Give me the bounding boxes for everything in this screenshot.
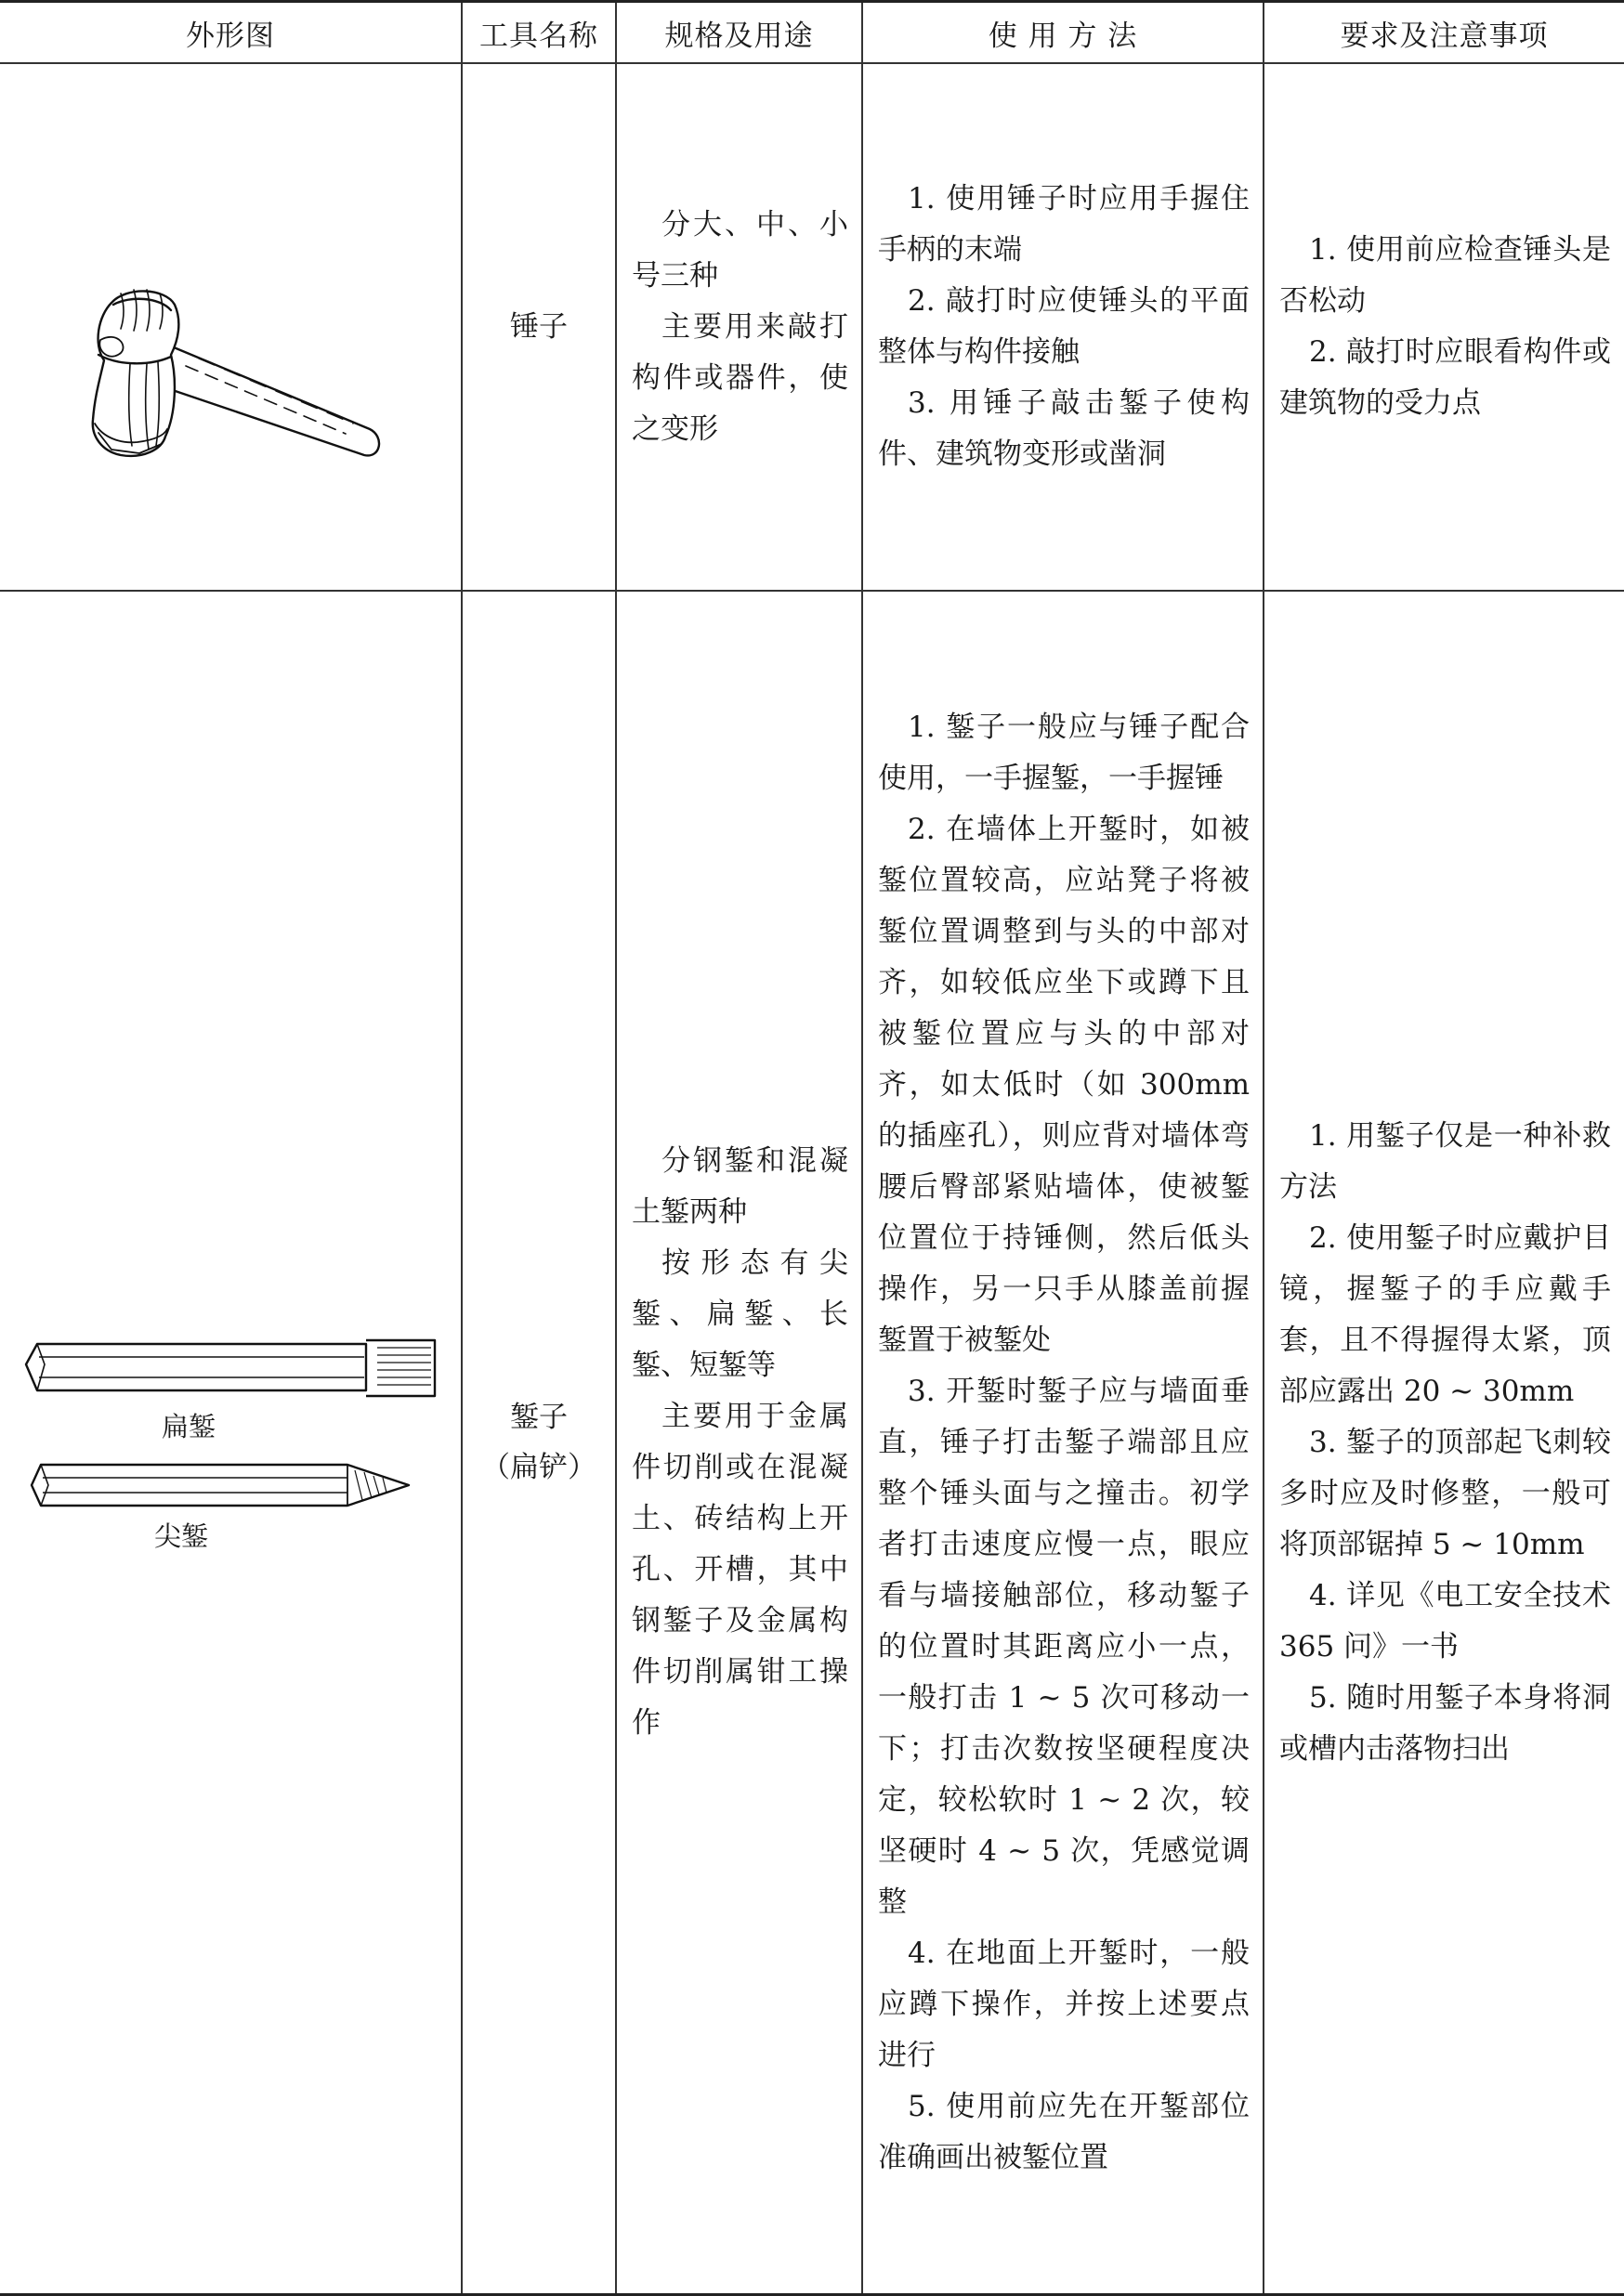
hammer-note-item: 1. 使用前应检查锤头是否松动: [1279, 233, 1611, 318]
hammer-usage: [862, 63, 1264, 591]
hammer-spec-line: 分大、中、小号三种: [632, 207, 848, 293]
header-usage: 使 用 方 法: [862, 2, 1264, 64]
chisel-usage: [862, 591, 1264, 2295]
chisel-spec-line: 按形态有尖錾、扁錾、长錾、短錾等: [632, 1246, 848, 1382]
hammer-spec: [616, 63, 862, 591]
hammer-usage-item: 3. 用锤子敲击錾子使构件、建筑物变形或凿洞: [878, 386, 1250, 471]
table-row-chisel: [0, 591, 1624, 2295]
header-figure: 外形图: [0, 2, 462, 64]
hammer-illustration: [74, 273, 390, 477]
header-notes: 要求及注意事项: [1264, 2, 1624, 64]
flat-chisel-illustration: [22, 1337, 440, 1402]
chisel-spec-line: 分钢錾和混凝土錾两种: [632, 1144, 848, 1229]
hammer-notes: [1264, 63, 1624, 591]
chisel-usage-item: 3. 开錾时錾子应与墙面垂直，锤子打击錾子端部且应整个锤头面与之撞击。初学者打击速度应慢一点，眼应看与墙接触部位，移动錾子的位置时其距离应小一点，一般打击 1 ~ 5 次可移动一下；打击次数按坚硬程度决定，较松软时 1 ~ 2 次，较坚硬时 4 ~ 5 次，凭感觉调整: [878, 1374, 1250, 1919]
hammer-spec-line: 主要用来敲打构件或器件，使之变形: [632, 309, 848, 446]
chisel-usage-item: 5. 使用前应先在开錾部位准确画出被錾位置: [878, 2089, 1250, 2174]
chisel-name-alias: （扁铲）: [481, 1451, 596, 1484]
chisel-figure-cell: [0, 591, 462, 2295]
chisel-usage-item: 2. 在墙体上开錾时，如被錾位置较高，应站凳子将被錾位置调整到与头的中部对齐，如较低应坐下或蹲下且被錾位置应与头的中部对齐，如太低时（如 300mm 的插座孔），则应背对墙体弯腰后臀部紧贴墙体，使被錾位置位于持锤侧，然后低头操作，另一只手从膝盖前握錾置于被錾处: [878, 812, 1250, 1357]
chisel-note-item: 1. 用錾子仅是一种补救方法: [1279, 1118, 1611, 1204]
table-row-hammer: [0, 63, 1624, 591]
chisel-note-item: 4. 详见《电工安全技术 365 问》一书: [1279, 1578, 1611, 1663]
chisel-note-item: 3. 錾子的顶部起飞刺较多时应及时修整，一般可将顶部锯掉 5 ~ 10mm: [1279, 1425, 1611, 1561]
chisel-spec-line: 主要用于金属件切削或在混凝土、砖结构上开孔、开槽，其中钢錾子及金属构件切削属钳工操作: [632, 1400, 848, 1740]
hammer-note-item: 2. 敲打时应眼看构件或建筑物的受力点: [1279, 335, 1611, 420]
header-spec: 规格及用途: [616, 2, 862, 64]
pointed-chisel-caption: 尖錾: [154, 1520, 209, 1552]
header-row: [0, 2, 1624, 64]
chisel-note-item: 2. 使用錾子时应戴护目镜，握錾子的手应戴手套，且不得握得太紧，顶部应露出 20 ~ 30mm: [1279, 1220, 1611, 1408]
header-tool-name: 工具名称: [462, 2, 616, 64]
chisel-note-item: 5. 随时用錾子本身将洞或槽内击落物扫出: [1279, 1680, 1611, 1766]
hammer-name: 锤子: [462, 63, 616, 591]
flat-chisel-caption: 扁錾: [162, 1411, 216, 1442]
chisel-name-main: 錾子: [510, 1401, 568, 1434]
hammer-usage-item: 2. 敲打时应使锤头的平面整体与构件接触: [878, 284, 1250, 369]
hammer-usage-item: 1. 使用锤子时应用手握住手柄的末端: [878, 182, 1250, 267]
chisel-notes: [1264, 591, 1624, 2295]
chisel-name: [462, 591, 616, 2295]
chisel-usage-item: 4. 在地面上开錾时，一般应蹲下操作，并按上述要点进行: [878, 1936, 1250, 2072]
chisel-usage-item: 1. 錾子一般应与锤子配合使用，一手握錾，一手握锤: [878, 710, 1250, 795]
chisel-spec: [616, 591, 862, 2295]
hammer-figure-cell: [0, 63, 462, 591]
pointed-chisel-illustration: [28, 1459, 418, 1515]
